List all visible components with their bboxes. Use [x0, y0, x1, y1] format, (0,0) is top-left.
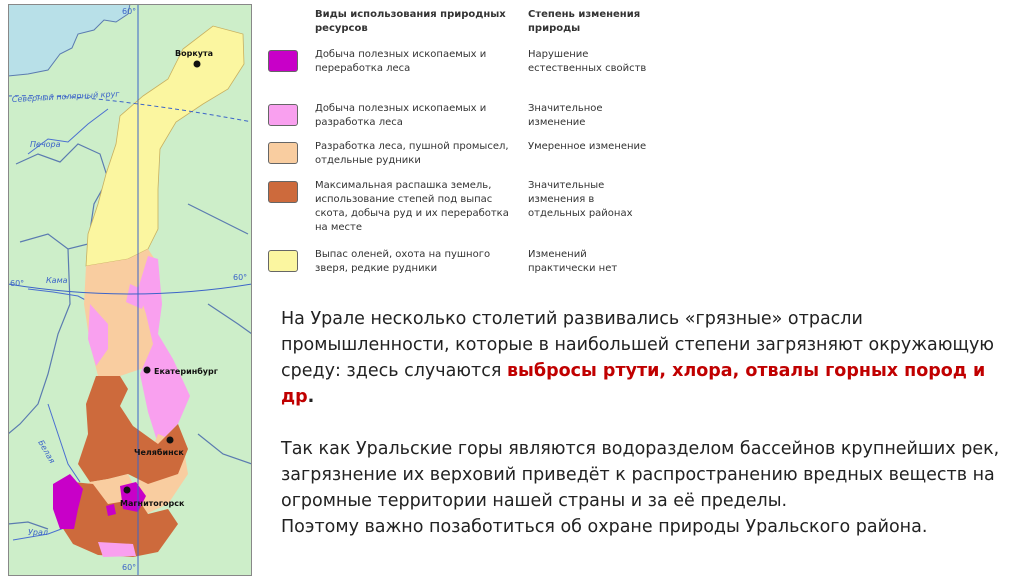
body-text: [281, 306, 1016, 540]
zone-pink: [98, 542, 136, 557]
legend-swatch: [268, 50, 298, 72]
legend-swatch: [268, 250, 298, 272]
river-label-ural: Урал: [28, 528, 48, 537]
legend-item-use: Добыча полезных ископаемых и разработка леса: [315, 103, 487, 128]
legend-item-use: Добыча полезных ископаемых и переработка леса: [315, 49, 487, 74]
arctic-circle-label: Северный полярный круг: [11, 89, 120, 104]
legend-header-use: Виды использования природных ресурсов: [315, 9, 506, 34]
city-marker-ekaterinburg: [144, 367, 151, 374]
legend-swatch: [268, 104, 298, 126]
ural-map: [8, 4, 252, 576]
river-label-belaya: Белая: [36, 438, 57, 465]
legend-item-change: Изменений практически нет: [528, 249, 618, 274]
legend-item-change: Нарушение естественных свойств: [528, 49, 647, 74]
legend-item-change: Значительное изменение: [528, 103, 603, 128]
legend-item-change: Значительные изменения в отдельных районах: [528, 180, 633, 219]
parallel-label-right: 60°: [233, 273, 248, 282]
paragraph-watershed: Так как Уральские горы являются водоразделом бассейнов крупнейших рек, загрязнение их верховий приведёт к распространению вредных веществ на огромные территории нашей страны и за её пределы.: [281, 439, 1000, 511]
paragraph-pollution: [281, 306, 1016, 410]
legend-item-use: Разработка леса, пушной промысел, отдельные рудники: [315, 141, 509, 166]
paragraph-text: На Урале несколько столетий развивались «грязные» отрасли промышленности, которые в наибольшей степени загрязняют окружающую среду: здесь случаются: [281, 309, 995, 381]
legend-item-use: Максимальная распашка земель, использование степей под выпас скота, добыча руд и их переработка на месте: [315, 180, 509, 233]
legend-item-change: Умеренное изменение: [528, 141, 647, 152]
paragraph-protection: Поэтому важно позаботиться об охране природы Уральского района.: [281, 517, 928, 537]
meridian-label-bottom: 60°: [122, 563, 137, 572]
city-label-chelyabinsk: Челябинск: [134, 448, 184, 457]
highlight-mercury: выбросы ртути: [506, 361, 660, 381]
paragraph-spacer: [281, 410, 1016, 436]
highlight-comma: ,: [659, 361, 673, 381]
map-legend: [268, 8, 648, 290]
city-marker-magnitogorsk: [124, 487, 131, 494]
legend-swatch: [268, 142, 298, 164]
river-label-kama: Кама: [46, 276, 68, 285]
city-marker-vorkuta: [194, 61, 201, 68]
parallel-label-left: 60°: [10, 279, 25, 288]
river-label-pechora: Печора: [30, 140, 61, 149]
highlight-rock-dumps: отвалы горных пород и др: [281, 361, 986, 407]
city-label-magnitogorsk: Магнитогорск: [120, 499, 185, 508]
legend-item-use: Выпас оленей, охота на пушного зверя, редкие рудники: [315, 249, 491, 274]
legend-header-change: Степень изменения природы: [528, 9, 641, 34]
highlight-comma: ,: [732, 361, 746, 381]
highlight-chlorine: хлора: [672, 361, 733, 381]
city-label-ekaterinburg: Екатеринбург: [154, 367, 218, 376]
legend-swatch: [268, 181, 298, 203]
paragraph-period: .: [307, 387, 315, 407]
city-marker-chelyabinsk: [167, 437, 174, 444]
city-label-vorkuta: Воркута: [175, 49, 213, 58]
meridian-label-top: 60°: [122, 7, 137, 16]
